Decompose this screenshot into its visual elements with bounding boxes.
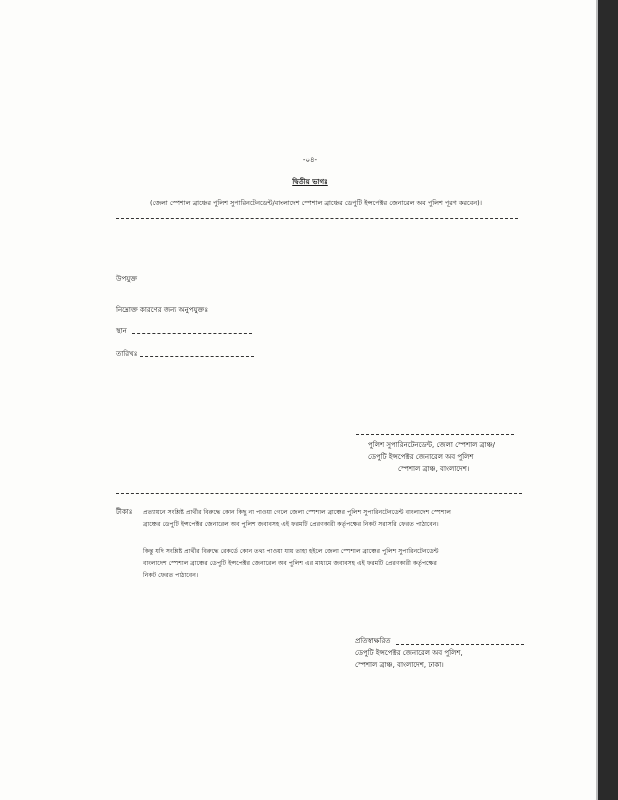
part-title: দ্বিতীয় ভাগঃ [292,178,328,186]
instruction-text: (জেলা স্পেশাল ব্রাঞ্চের পুলিশ সুপারিনটেনডেন্ট/বাংলাদেশ স্পেশাল ব্রাঞ্চের ডেপুটি ইন্সপেক্টর জেনারেল অব পুলিশ পূরণ করবেন)। [150,199,482,207]
signature-line-1: পুলিশ সুপারিনটেনডেন্ট, জেলা স্পেশাল ব্রাঞ্চ/ [368,441,496,449]
place-field-line [132,333,252,334]
countersign-label: প্রতিস্বাক্ষরিত [355,637,391,645]
header-divider [116,218,518,219]
note-para1-line1: প্রত্যায়নে সংশ্লিষ্ট প্রার্থীর বিরুদ্ধে কোন কিছু না পাওয়া গেলে জেলা স্পেশাল ব্রাঞ্চের পুলিশ সুপারিনটেনডেন্ট বাংলাদেশ স্পেশাল [143,509,451,516]
countersign-line-2: স্পেশাল ব্রাঞ্চ, বাংলাদেশ, ঢাকা। [355,661,444,669]
note-para1-line2: ব্রাঞ্চের ডেপুটি ইন্সপেক্টর জেনারেল অব পুলিশ জবাবসহ এই ফরমটি প্রেরণকারী কর্তৃপক্ষের নিকট সরাসরি ফেরত পাঠাবেন। [143,521,439,528]
note-para2-line2: বাংলাদেশ স্পেশাল ব্রাঞ্চের ডেপুটি ইন্সপেক্টর জেনারেল অব পুলিশ এর মাধ্যমে জবাবসহ এই ফরমটি প্রেরণকারী কর্তৃপক্ষের [143,560,437,567]
note-para2-line3: নিকট ফেরত পাঠাবেন। [143,572,199,579]
signature-line [356,434,514,435]
note-divider [116,493,522,494]
place-label: স্থান [116,327,127,335]
date-label: তারিখঃ [116,350,138,358]
unsuitable-reason-label: নিম্নোক্ত কারণের জন্য অনুপযুক্তঃ [116,306,209,314]
note-para2-line1: কিন্তু যদি সংশ্লিষ্ট প্রার্থীর বিরুদ্ধে রেকর্ডে কোন তথ্য পাওয়া যায় তাহা হইলে জেলা স্পেশাল ব্রাঞ্চের পুলিশ সুপারিনটেনডেন্ট [143,548,439,555]
signature-line-2: ডেপুটি ইন্সপেক্টর জেনারেল অব পুলিশ [368,453,474,461]
suitable-label: উপযুক্ত [116,275,138,283]
date-field-line [140,356,254,357]
countersign-line-1: ডেপুটি ইন্সপেক্টর জেনারেল অব পুলিশ, [355,649,463,657]
scan-edge-shadow [598,0,618,800]
countersign-line [396,644,524,645]
page-number: -০৪- [302,156,318,164]
note-label: টীকাঃ [116,508,133,516]
signature-line-3: স্পেশাল ব্রাঞ্চ, বাংলাদেশ। [398,465,470,473]
